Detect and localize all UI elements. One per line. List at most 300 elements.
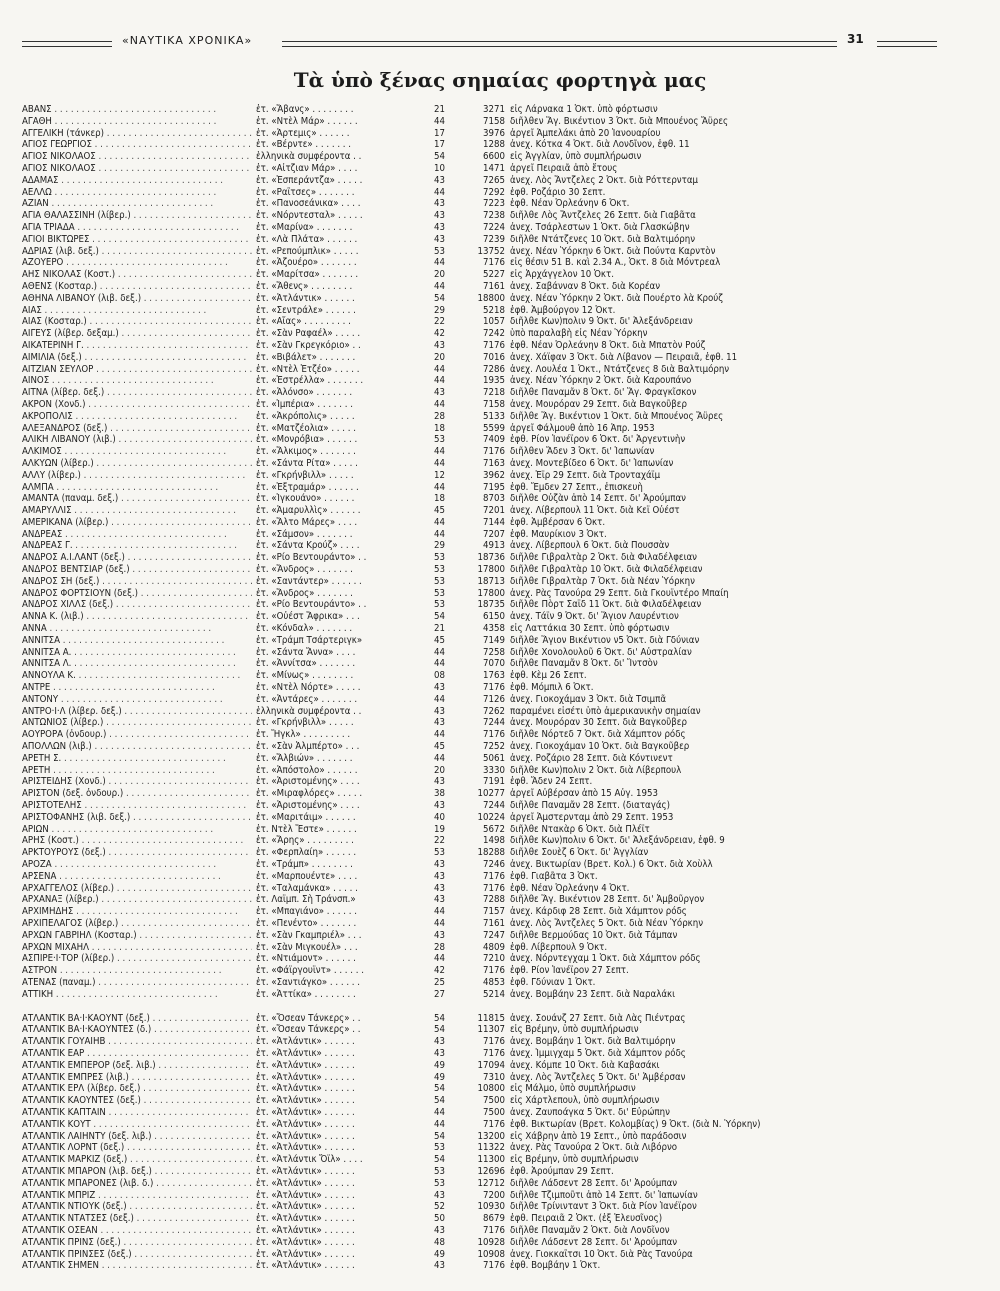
ship-tonnage: 7176 bbox=[483, 882, 505, 894]
ship-flag: ἐτ. «Σάντα Ἄννα» . . . . bbox=[256, 646, 356, 658]
ship-status: ἀνεχ. Λὸς Ἄντζελες 2 Ὀκτ. διὰ Ρόττερνταμ bbox=[510, 174, 699, 186]
ship-flag: ἐτ. «Ἀτλάντικ» . . . . . . bbox=[256, 1071, 355, 1083]
ship-row bbox=[22, 423, 972, 435]
ship-flag: ἐτ. «Ἰμπέρια» . . . . . . . bbox=[256, 398, 353, 410]
ship-name-text: ΑΤΛΑΝΤΙΚ ΓΟΥΑΙΗΒ bbox=[22, 1036, 106, 1048]
ship-status: διῆλθε Γιβραλτὰρ 7 Ὀκτ. διὰ Νέαν Ὑόρκην bbox=[510, 575, 695, 587]
ship-flag: ἐτ. «Ἀτλάντικ» . . . . . . bbox=[256, 1177, 355, 1189]
ship-flag: ἐτ. «Μαρπουέντε» . . . . bbox=[256, 870, 358, 882]
ship-name bbox=[22, 246, 252, 258]
ship-name bbox=[22, 316, 252, 328]
ship-status: ἀνεχ. Λίβερπουλ 6 Ὀκτ. διὰ Πουσσὰν bbox=[510, 540, 670, 552]
ship-row bbox=[22, 1024, 972, 1036]
ship-flag: ἐτ. «Ἄνδρος» . . . . . . . bbox=[256, 587, 353, 599]
ship-name-text: ΑΡΟΖΑ bbox=[22, 859, 52, 870]
ship-name bbox=[22, 1154, 252, 1166]
ship-year: 43 bbox=[434, 682, 445, 694]
ship-name-text: ΑΡΧΩΝ ΜΙΧΑΗΛ bbox=[22, 941, 90, 953]
ship-row bbox=[22, 198, 972, 210]
ship-name bbox=[22, 753, 252, 765]
ship-row bbox=[22, 128, 972, 140]
ship-flag: ἐτ. «Μιραφλόρες» . . . . . bbox=[256, 788, 363, 800]
ship-year: 53 bbox=[434, 1142, 445, 1154]
ship-flag: ἐτ. «Ρίο Βεντουράντο» . . bbox=[256, 552, 367, 564]
ship-flag: ἐτ. «Σὰν Ἀλμπέρτο» . . . bbox=[256, 741, 360, 753]
ship-flag: ἐτ. «Σάμσον» . . . . . . . bbox=[256, 528, 353, 540]
ship-status: διῆλθε Κων)πολιν 6 Ὀκτ. δι' Ἀλεξάνδρειαν, ἐφθ. 9 bbox=[510, 835, 725, 847]
ship-tonnage: 7286 bbox=[483, 363, 505, 375]
ship-status: ἀνεχ. Νέαν Ὑόρκην 2 Ὀκτ. διὰ Καρουπάνο bbox=[510, 375, 692, 387]
ship-tonnage: 11322 bbox=[477, 1142, 505, 1154]
ship-row bbox=[22, 918, 972, 930]
ship-row bbox=[22, 1154, 972, 1166]
ship-tonnage: 7176 bbox=[483, 1224, 505, 1236]
ship-name-text: ΑΝΔΡΟΣ ΧΙΛΛΣ (δεξ.) bbox=[22, 599, 114, 611]
ship-tonnage: 7149 bbox=[483, 634, 505, 646]
ship-year: 44 bbox=[434, 375, 445, 387]
ship-tonnage: 10800 bbox=[477, 1083, 505, 1095]
ship-tonnage: 7239 bbox=[483, 233, 505, 245]
ship-tonnage: 5218 bbox=[483, 304, 505, 316]
ship-row bbox=[22, 1048, 972, 1060]
ship-name bbox=[22, 198, 252, 210]
ship-status: ἐφθ. Πειραιᾶ 2 Ὀκτ. (ἐξ Ἐλευσῖνος) bbox=[510, 1213, 663, 1225]
ship-status: διῆλθεν Ἄδεν 3 Ὀκτ. δι' Ἰαπωνίαν bbox=[510, 446, 655, 458]
ship-status: εἰς θέσιν 51 Β. καὶ 2.34 Α., Ὀκτ. 8 διὰ Μόντρεαλ bbox=[510, 257, 721, 269]
ship-flag: ἐτ. «Ραΐτσες» . . . . . . . bbox=[256, 186, 355, 198]
ship-tonnage: 7242 bbox=[483, 328, 505, 340]
ship-flag: ἐτ. «Ἄνδρος» . . . . . . . bbox=[256, 564, 353, 576]
ship-row bbox=[22, 753, 972, 765]
ship-name bbox=[22, 482, 252, 494]
ship-name-text: ΑΤΛΑΝΤΙΚ ΚΟΥΤ bbox=[22, 1118, 91, 1130]
ship-name bbox=[22, 187, 252, 199]
ship-status: διῆλθε Βερμούδας 10 Ὀκτ. διὰ Τάμπαν bbox=[510, 929, 678, 941]
ship-row bbox=[22, 1060, 972, 1072]
ship-name bbox=[22, 104, 252, 116]
ship-row bbox=[22, 894, 972, 906]
ship-flag: ἐτ. «Ἀριστομένης» . . . . bbox=[256, 776, 360, 788]
ship-name bbox=[22, 1013, 252, 1025]
ship-flag: ἐτ. «Ἄρης» . . . . . . . . . bbox=[256, 835, 354, 847]
ship-name-text: ΑΤΛΑΝΤΙΚ ΕΜΠΕΡΟΡ (δεξ. λιβ.) bbox=[22, 1059, 156, 1071]
ship-tonnage: 7258 bbox=[483, 646, 505, 658]
ship-name bbox=[22, 234, 252, 246]
ship-year: 43 bbox=[434, 882, 445, 894]
ship-year: 45 bbox=[434, 634, 445, 646]
ship-name-text: ΑΙΜΙΛΙΑ (δεξ.) bbox=[22, 351, 82, 363]
ship-row bbox=[22, 139, 972, 151]
ship-name bbox=[22, 446, 252, 458]
ship-name bbox=[22, 788, 252, 800]
ship-name-text: ΑΡΕΤΗ Σ. bbox=[22, 752, 62, 764]
ship-flag: ἐτ. «Βιβάλετ» . . . . . . . bbox=[256, 351, 356, 363]
ship-year: 20 bbox=[434, 269, 445, 281]
ship-row bbox=[22, 552, 972, 564]
ship-tonnage: 13752 bbox=[477, 245, 505, 257]
ship-flag: ἐτ. «Κόνδαλ» . . . . . . . bbox=[256, 623, 353, 635]
ship-name bbox=[22, 871, 252, 883]
ship-name bbox=[22, 1213, 252, 1225]
ship-row bbox=[22, 517, 972, 529]
ship-row bbox=[22, 257, 972, 269]
ship-flag: ἐτ. «Ἀτλάντικ» . . . . . . bbox=[256, 1083, 355, 1095]
ship-row bbox=[22, 564, 972, 576]
ship-row bbox=[22, 222, 972, 234]
ship-year: 43 bbox=[434, 1047, 445, 1059]
ship-flag: ἐτ. «Ἀτλάντικ Ὄϊλ» . . . . bbox=[256, 1154, 363, 1166]
ship-name bbox=[22, 824, 252, 836]
ship-year: 43 bbox=[434, 1036, 445, 1048]
ship-name-text: ΑΛΜΠΑ bbox=[22, 481, 54, 493]
ship-tonnage: 6150 bbox=[483, 611, 505, 623]
ship-name bbox=[22, 1083, 252, 1095]
ship-name bbox=[22, 540, 252, 552]
ship-tonnage: 7218 bbox=[483, 387, 505, 399]
ship-year: 43 bbox=[434, 870, 445, 882]
ship-status: διῆλθε Κων)πολιν 9 Ὀκτ. δι' Ἀλεξάνδρειαν bbox=[510, 316, 693, 328]
ship-tonnage: 7201 bbox=[483, 505, 505, 517]
ship-name-text: ΑΤΕΝΑΣ (παναμ.) bbox=[22, 976, 96, 988]
ship-flag: ἐτ. «Ντὲλ Νόρτε» . . . . . bbox=[256, 682, 361, 694]
ship-row bbox=[22, 1119, 972, 1131]
ship-year: 43 bbox=[434, 859, 445, 870]
ship-flag: ἐτ. «Ἀτλάντικ» . . . . . . bbox=[256, 1260, 355, 1272]
ship-flag: ἐτ. «Ἀτλάντικ» . . . . . . bbox=[256, 1059, 355, 1071]
ship-status: ἀνεχ. Ρὰς Τανούρα 29 Σεπτ. διὰ Γκουϊντέρο Μπαίη bbox=[510, 587, 729, 599]
ship-flag: ἐτ. «Ντιάμοντ» . . . . . . bbox=[256, 953, 356, 965]
ship-name bbox=[22, 906, 252, 918]
ship-status: ἐφθ. Ἀμβέρσαν 6 Ὀκτ. bbox=[510, 516, 606, 528]
ship-status: ἀνεχ. Νέαν Ὑόρκην 2 Ὀκτ. διὰ Πουέρτο λὰ Κρούζ bbox=[510, 292, 723, 304]
ship-status: ἐφθ. Μόμπιλ 6 Ὀκτ. bbox=[510, 682, 594, 694]
ship-status: ἀνεχ. Λίβερπουλ 11 Ὀκτ. διὰ Κεϊ Οὐέστ bbox=[510, 505, 680, 517]
ship-name-text: ΑΤΛΑΝΤΙΚ ΛΟΡΝΤ (δεξ.) bbox=[22, 1142, 125, 1154]
ship-tonnage: 7016 bbox=[483, 351, 505, 363]
ship-name bbox=[22, 1166, 252, 1178]
ship-name bbox=[22, 741, 252, 753]
ship-year: 25 bbox=[434, 976, 445, 988]
ship-tonnage: 7176 bbox=[483, 339, 505, 351]
ship-row bbox=[22, 588, 972, 600]
ship-row bbox=[22, 529, 972, 541]
ship-flag: ἐτ. «Φερπλαίη» . . . . . . bbox=[256, 847, 357, 859]
ship-name-text: ΑΤΤΙΚΗ bbox=[22, 988, 54, 1000]
ship-flag: ἐτ. «Αἰτζιαν Μάρ» . . . . bbox=[256, 162, 358, 174]
ship-flag: ἐτ. Λαϊμπ. Σὴ Τράνσπ.» bbox=[256, 894, 356, 906]
ship-year: 53 bbox=[434, 245, 445, 257]
ship-name bbox=[22, 576, 252, 588]
ship-tonnage: 3962 bbox=[483, 469, 505, 481]
ship-name-text: ΑΙΤΖΙΑΝ ΣΕΥΛΟΡ bbox=[22, 363, 94, 375]
ship-tonnage: 7288 bbox=[483, 894, 505, 906]
ship-year: 45 bbox=[434, 741, 445, 753]
ship-flag: ἐτ. «Ἰγκουάνο» . . . . . . bbox=[256, 493, 355, 505]
ship-status: ἐφθ. Ρίον Ἰανέϊρον 27 Σεπτ. bbox=[510, 965, 629, 977]
ship-year: 44 bbox=[434, 186, 445, 198]
ship-year: 53 bbox=[434, 575, 445, 587]
ship-year: 43 bbox=[434, 717, 445, 729]
ship-name-text: ΑΗΣ ΝΙΚΟΛΑΣ (Κοστ.) bbox=[22, 269, 116, 281]
ship-flag: ἐτ. «Μπαγιάνο» . . . . . . bbox=[256, 906, 357, 918]
ship-name-text: ΑΒΑΝΣ bbox=[22, 104, 52, 115]
ship-name bbox=[22, 1142, 252, 1154]
ship-row bbox=[22, 682, 972, 694]
ship-name-text: ΑΡΧΩΝ ΓΑΒΡΙΗΛ (Κοσταρ.) bbox=[22, 929, 137, 941]
ship-tonnage: 7158 bbox=[483, 115, 505, 127]
ship-tonnage: 1935 bbox=[483, 375, 505, 387]
ship-tonnage: 7176 bbox=[483, 870, 505, 882]
ship-tonnage: 17094 bbox=[477, 1059, 505, 1071]
ship-year: 40 bbox=[434, 811, 445, 823]
ship-status: ἐφθ. Νέαν Ὀρλεάνην 6 Ὀκτ. bbox=[510, 198, 630, 210]
ship-row bbox=[22, 717, 972, 729]
header-rule-left bbox=[22, 41, 112, 47]
ship-status: διῆλθε Πὸρτ Σαϊδ 11 Ὀκτ. διὰ Φιλαδέλφειαν bbox=[510, 599, 702, 611]
ship-name-text: ΑΝΝΟΥΛΑ Κ. bbox=[22, 670, 76, 682]
ship-row bbox=[22, 835, 972, 847]
ship-tonnage: 7176 bbox=[483, 682, 505, 694]
ship-year: 20 bbox=[434, 351, 445, 363]
ship-row bbox=[22, 741, 972, 753]
ship-name-text: ΑΡΣΕΝΑ bbox=[22, 870, 57, 882]
ship-tonnage: 7070 bbox=[483, 658, 505, 670]
ship-name bbox=[22, 529, 252, 541]
ship-name bbox=[22, 257, 252, 269]
ship-name bbox=[22, 1095, 252, 1107]
ship-year: 44 bbox=[434, 906, 445, 918]
ship-tonnage: 18800 bbox=[477, 292, 505, 304]
ship-name-text: ΑΚΡΟΠΟΛΙΣ bbox=[22, 410, 73, 422]
ship-name-text: ΑΜΑΝΤΑ (παναμ. δεξ.) bbox=[22, 493, 119, 505]
ship-row bbox=[22, 1072, 972, 1084]
ship-row bbox=[22, 505, 972, 517]
ship-tonnage: 7176 bbox=[483, 729, 505, 741]
ship-year: 44 bbox=[434, 446, 445, 458]
ship-status: ἀργεῖ Πειραιᾶ ἀπὸ ἔτους bbox=[510, 162, 618, 174]
ship-name bbox=[22, 411, 252, 423]
ship-row bbox=[22, 493, 972, 505]
ship-name bbox=[22, 1260, 252, 1272]
ship-name-text: ΑΤΛΑΝΤΙΚ ΜΠΑΡΟΝ (λιβ. δεξ.) bbox=[22, 1165, 152, 1177]
ship-year: 43 bbox=[434, 776, 445, 788]
ship-name-text: ΑΛΕΞΑΝΔΡΟΣ (δεξ.) bbox=[22, 422, 108, 434]
ship-name bbox=[22, 423, 252, 435]
ship-row bbox=[22, 187, 972, 199]
ship-status: εἰς Μάλμο, ὑπὸ συμπλήρωσιν bbox=[510, 1083, 636, 1095]
ship-year: 29 bbox=[434, 540, 445, 552]
ship-flag: ἐτ. «Ἀλόνσο» . . . . . . . bbox=[256, 387, 353, 399]
ship-name-text: ΑΤΛΑΝΤΙΚ ΕΡΛ (λίβερ. δεξ.) bbox=[22, 1083, 141, 1095]
ship-status: ἀνεχ. Κόμπε 10 Ὀκτ. διὰ Καβασάκι bbox=[510, 1059, 660, 1071]
ship-name bbox=[22, 706, 252, 718]
ship-name-text: ΑΛΚΙΜΟΣ bbox=[22, 446, 62, 458]
ship-name bbox=[22, 635, 252, 647]
ship-flag: ἐτ. «Τράμπ» . . . . . . . . bbox=[256, 859, 353, 870]
ship-year: 43 bbox=[434, 1224, 445, 1236]
ship-name-text: ΑΘΗΝΑ ΛΙΒΑΝΟΥ (λιβ. δεξ.) bbox=[22, 292, 142, 304]
ship-name-text: ΑΓΓΕΛΙΚΗ (τάνκερ) bbox=[22, 127, 104, 139]
ship-row bbox=[22, 1142, 972, 1154]
ship-tonnage: 1763 bbox=[483, 670, 505, 682]
ship-name-text: ΑΤΛΑΝΤΙΚ ΒΑ·Ι·ΚΑΟΥΝΤ (δεξ.) bbox=[22, 1012, 150, 1024]
ship-flag: ἐτ. «Ἑσπεράντζα» . . . . . bbox=[256, 174, 363, 186]
ship-flag: ἐτ. Ἤγκλ» . . . . . . . . . bbox=[256, 729, 351, 741]
ship-status: ἐφθ. Βομβάην 1 Ὀκτ. bbox=[510, 1260, 601, 1272]
ship-name bbox=[22, 517, 252, 529]
ship-year: 54 bbox=[434, 1095, 445, 1107]
ship-flag: ἐτ. «Ἐστρέλλα» . . . . . . . bbox=[256, 375, 364, 387]
ship-status: διῆλθε Νόρτεδ 7 Ὀκτ. διὰ Χάμπτον ρόδς bbox=[510, 729, 686, 741]
ship-name-text: ΑΡΧΙΠΕΛΑΓΟΣ (λίβερ.) bbox=[22, 917, 119, 929]
ship-row bbox=[22, 1201, 972, 1213]
ship-flag: ἐτ. «Ἄλκιμος» . . . . . . . bbox=[256, 446, 356, 458]
ship-row bbox=[22, 965, 972, 977]
ship-name bbox=[22, 434, 252, 446]
header-rule-right bbox=[282, 41, 837, 47]
ship-tonnage: 7126 bbox=[483, 693, 505, 705]
page-number: 31 bbox=[847, 32, 864, 46]
ship-name bbox=[22, 1225, 252, 1237]
ship-row bbox=[22, 375, 972, 387]
ship-status: ἐφθ. Μαυρίκιον 3 Ὀκτ. bbox=[510, 528, 607, 540]
ship-row bbox=[22, 163, 972, 175]
ship-tonnage: 10277 bbox=[477, 788, 505, 800]
ship-tonnage: 7195 bbox=[483, 481, 505, 493]
ship-name-text: ΑΡΗΣ (Κοστ.) bbox=[22, 835, 79, 847]
ship-name bbox=[22, 470, 252, 482]
ship-tonnage: 7144 bbox=[483, 516, 505, 528]
ship-flag: ἐτ. «Ἀτλάντικ» . . . . . . bbox=[256, 1213, 355, 1225]
ship-flag: ἐτ. «Νόρντεσταλ» . . . . . bbox=[256, 210, 363, 222]
ship-status: εἰς Βρέμην, ὑπὸ συμπλήρωσιν bbox=[510, 1154, 639, 1166]
ship-row bbox=[22, 635, 972, 647]
ship-name bbox=[22, 564, 252, 576]
ship-row bbox=[22, 953, 972, 965]
ship-tonnage: 13200 bbox=[477, 1130, 505, 1142]
ship-flag: ἐτ. «Πενέντο» . . . . . . . bbox=[256, 917, 357, 929]
ship-flag: ἐτ. «Γκρήνβιλλ» . . . . . bbox=[256, 469, 354, 481]
ship-tonnage: 11815 bbox=[477, 1012, 505, 1024]
ship-tonnage: 17800 bbox=[477, 564, 505, 576]
ship-year: 28 bbox=[434, 941, 445, 953]
ship-name bbox=[22, 128, 252, 140]
ship-status: ἀργεῖ Αὐβέρσαν ἀπὸ 15 Αὐγ. 1953 bbox=[510, 788, 658, 800]
ship-tonnage: 5227 bbox=[483, 269, 505, 281]
ship-name-text: ΑΤΛΑΝΤΙΚ ΝΤΑΤΣΕΣ (δεξ.) bbox=[22, 1213, 134, 1225]
ship-tonnage: 7224 bbox=[483, 221, 505, 233]
ship-year: 21 bbox=[434, 104, 445, 115]
ship-year: 48 bbox=[434, 1236, 445, 1248]
ship-flag: ἐτ. «Ἀτλάντικ» . . . . . . bbox=[256, 1236, 355, 1248]
ship-tonnage: 10224 bbox=[477, 811, 505, 823]
ship-status: διῆλθε Παναμᾶν 28 Σεπτ. (διαταγάς) bbox=[510, 800, 670, 812]
ship-year: 44 bbox=[434, 1118, 445, 1130]
ship-name bbox=[22, 1036, 252, 1048]
ship-name-text: ΑΜΕΡΙΚΑΝΑ (λίβερ.) bbox=[22, 516, 109, 528]
ship-tonnage: 5214 bbox=[483, 988, 505, 1000]
ship-status: διῆλθε Γιβραλτὰρ 2 Ὀκτ. διὰ Φιλαδέλφειαν bbox=[510, 552, 697, 564]
ship-tonnage: 7176 bbox=[483, 965, 505, 977]
ship-status: διῆλθε Λάδσεντ 28 Σεπτ. δι' Ἀρούμπαν bbox=[510, 1177, 678, 1189]
ship-name-text: ΑΝΤΟΝΥ bbox=[22, 693, 59, 705]
header-rule-far bbox=[877, 41, 937, 47]
ship-year: 43 bbox=[434, 210, 445, 222]
ship-tonnage: 7262 bbox=[483, 705, 505, 717]
ship-year: 44 bbox=[434, 729, 445, 741]
ship-status: ἀργεῖ Ἀμστερνταμ ἀπὸ 29 Σεπτ. 1953 bbox=[510, 811, 674, 823]
ship-year: 17 bbox=[434, 139, 445, 151]
ship-name bbox=[22, 387, 252, 399]
ship-name-text: ΑΝΔΡΕΑΣ bbox=[22, 528, 63, 540]
ship-tonnage: 3330 bbox=[483, 764, 505, 776]
ship-tonnage: 12712 bbox=[477, 1177, 505, 1189]
ship-status: διῆλθε Γιβραλτὰρ 10 Ὀκτ. διὰ Φιλαδέλφειαν bbox=[510, 564, 703, 576]
ship-name-text: ΑΓΙΟΣ ΓΕΩΡΓΙΟΣ bbox=[22, 139, 92, 151]
ship-name bbox=[22, 151, 252, 163]
ship-flag: ἐτ. «Ἀτλάντικ» . . . . . . bbox=[256, 1130, 355, 1142]
ship-row bbox=[22, 104, 972, 116]
ship-name-text: ΑΛΚΥΩΝ (λίβερ.) bbox=[22, 457, 94, 469]
ship-year: 53 bbox=[434, 587, 445, 599]
ship-name-text: ΑΙΑΣ bbox=[22, 304, 42, 316]
ship-name bbox=[22, 717, 252, 729]
ship-flag: ἐτ. «Ἀτλάντικ» . . . . . . bbox=[256, 292, 355, 304]
ship-name bbox=[22, 812, 252, 824]
ship-row bbox=[22, 434, 972, 446]
ship-name-text: ΑΝΔΡΟΣ ΦΟΡΤΣΙΟΥΝ (δεξ.) bbox=[22, 587, 138, 599]
ship-table bbox=[22, 104, 972, 1272]
ship-tonnage: 7176 bbox=[483, 1036, 505, 1048]
ship-name bbox=[22, 623, 252, 635]
ship-flag: ἐτ. «Ἐξτραμάρ» . . . . . . bbox=[256, 481, 359, 493]
ship-name-text: ΑΟΥΡΟΡΑ (ὀνδουρ.) bbox=[22, 729, 107, 741]
ship-name-text: ΑΤΛΑΝΤΙΚ ΣΗΜΕΝ bbox=[22, 1260, 99, 1272]
ship-flag: ἐτ. «Σὰν Μιγκουέλ» . . . bbox=[256, 941, 358, 953]
ship-year: 43 bbox=[434, 387, 445, 399]
ship-name-text: ΑΤΛΑΝΤΙΚ ΜΠΡΙΖ bbox=[22, 1189, 96, 1201]
ship-flag: ἐτ. «Ὄσεαν Τάνκερς» . . bbox=[256, 1024, 361, 1036]
ship-row bbox=[22, 446, 972, 458]
ship-flag: ἐτ. «Ταλαμάνκα» . . . . . bbox=[256, 882, 358, 894]
ship-year: 53 bbox=[434, 434, 445, 446]
ship-row bbox=[22, 411, 972, 423]
ship-tonnage: 18713 bbox=[477, 575, 505, 587]
ship-status: εἰς Λάρνακα 1 Ὀκτ. ὑπὸ φόρτωσιν bbox=[510, 104, 658, 115]
ship-name-text: ΑΝΝΑ bbox=[22, 623, 47, 635]
ship-year: 42 bbox=[434, 965, 445, 977]
ship-status: ἀνεχ. Μουρόραν 30 Σεπτ. διὰ Βαγκοῦβερ bbox=[510, 717, 687, 729]
ship-year: 43 bbox=[434, 174, 445, 186]
ship-tonnage: 7176 bbox=[483, 1118, 505, 1130]
ship-row bbox=[22, 116, 972, 128]
ship-name-text: ΑΔΡΙΑΣ (λιβ. δεξ.) bbox=[22, 245, 99, 257]
ship-status: εἰς Χάβρην ἀπὸ 19 Σεπτ., ὑπὸ παράδοσιν bbox=[510, 1130, 687, 1142]
ship-year: 49 bbox=[434, 1248, 445, 1260]
ship-flag: ἐτ. «Σαντιάγκο» . . . . . . bbox=[256, 976, 361, 988]
ship-year: 53 bbox=[434, 552, 445, 564]
ship-status: διῆλθε Ἅγιον Βικέντιον ν5 Ὀκτ. διὰ Γδύνιαν bbox=[510, 634, 700, 646]
ship-year: 54 bbox=[434, 1024, 445, 1036]
ship-name bbox=[22, 352, 252, 364]
ship-status: ἐφθ. Βικτωρίαν (Βρετ. Κολομβίας) 9 Ὀκτ. (διὰ Ν. Ὑόρκην) bbox=[510, 1118, 761, 1130]
ship-status: εἰς Βρέμην, ὑπὸ συμπλήρωσιν bbox=[510, 1024, 639, 1036]
ship-name-text: ΑΚΡΟΝ (Χονδ.) bbox=[22, 398, 86, 410]
ship-row bbox=[22, 942, 972, 954]
ship-status: ἐφθ. Κὲμ 26 Σεπτ. bbox=[510, 670, 587, 682]
ship-status: ἀνεχ. Βικτωρίαν (Βρετ. Κολ.) 6 Ὀκτ. διὰ Χοὺλλ bbox=[510, 859, 713, 870]
page-title: Τὰ ὑπὸ ξένας σημαίας φορτηγὰ μας bbox=[293, 68, 707, 92]
